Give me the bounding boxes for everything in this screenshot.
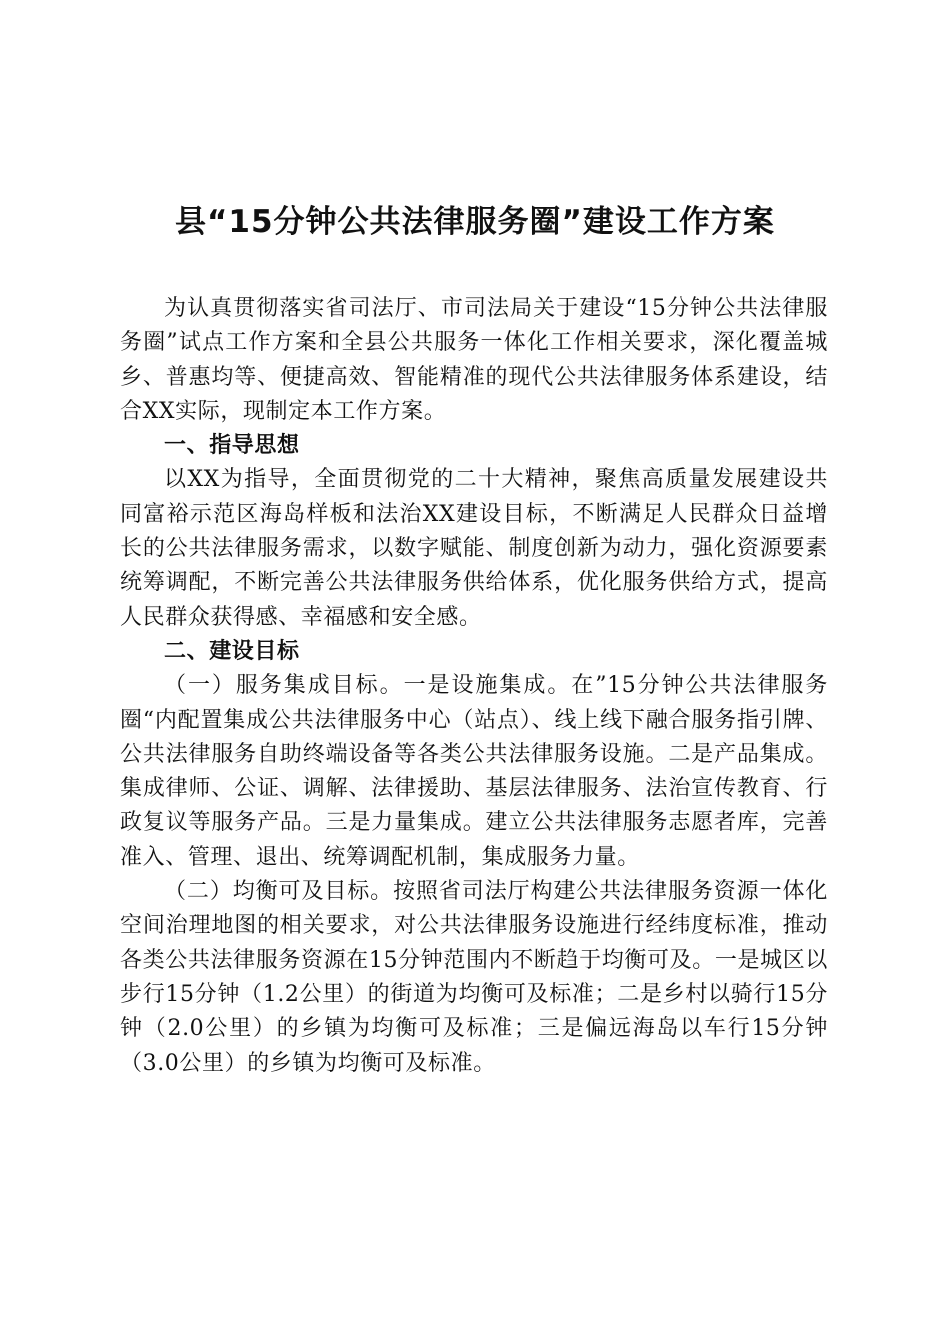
document-title: 县“15分钟公共法律服务圈”建设工作方案 [175, 204, 775, 240]
section-heading-guiding-ideology: 一、指导思想 [164, 433, 300, 459]
document-body [120, 292, 828, 1081]
guiding-ideology-paragraph: 以XX为指导，全面贯彻党的二十大精神，聚焦高质量发展建设共同富裕示范区海岛样板和法治XX建设目标，不断满足人民群众日益增长的公共法律服务需求，以数字赋能、制度创新为动力，强化资源要素统筹调配，不断完善公共法律服务供给体系，优化服务供给方式，提高人民群众获得感、幸福感和安全感。 [120, 467, 828, 630]
service-integration-paragraph: （一）服务集成目标。一是设施集成。在”15分钟公共法律服务圈“内配置集成公共法律服务中心（站点）、线上线下融合服务指引牌、公共法律服务自助终端设备等各类公共法律服务设施。二是产品集成。集成律师、公证、调解、法律援助、基层法律服务、法治宣传教育、行政复议等服务产品。三是力量集成。建立公共法律服务志愿者库，完善准入、管理、退出、统筹调配机制，集成服务力量。 [120, 673, 828, 870]
section-heading-construction-goals: 二、建设目标 [164, 638, 300, 664]
intro-paragraph: 为认真贯彻落实省司法厅、市司法局关于建设“15分钟公共法律服务圈”试点工作方案和全县公共服务一体化工作相关要求，深化覆盖城乡、普惠均等、便捷高效、智能精准的现代公共法律服务体系建设，结合XX实际，现制定本工作方案。 [120, 296, 828, 424]
balanced-access-paragraph: （二）均衡可及目标。按照省司法厅构建公共法律服务资源一体化空间治理地图的相关要求，对公共法律服务设施进行经纬度标准，推动各类公共法律服务资源在15分钟范围内不断趋于均衡可及。一是城区以步行15分钟（1.2公里）的街道为均衡可及标准；二是乡村以骑行15分钟（2.0公里）的乡镇为均衡可及标准；三是偏远海岛以车行15分钟（3.0公里）的乡镇为均衡可及标准。 [120, 879, 828, 1076]
